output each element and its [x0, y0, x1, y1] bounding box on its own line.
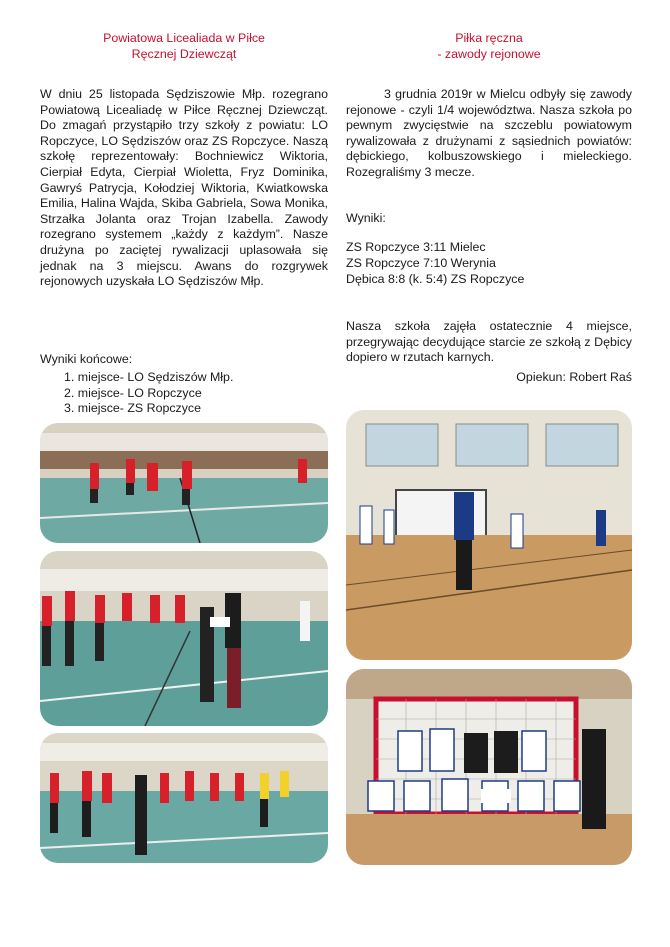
right-title-line2: - zawody rejonowe: [437, 46, 541, 61]
left-result-item: 1. miejsce- LO Sędziszów Młp.: [64, 370, 234, 384]
right-title: [346, 31, 632, 62]
photo-team-group: [346, 669, 632, 865]
photo-handball-match: [346, 410, 632, 660]
right-summary-text: Nasza szkoła zajęła ostatecznie 4 miejsce, przegrywając decydujące starcie ze szkołą z Dębicy dopiero w rzutach karnych.: [346, 319, 632, 365]
photo-award-ceremony: [40, 551, 328, 726]
left-article-text: W dniu 25 listopada Sędziszowie Młp. rozegrano Powiatową Licealiadę w Piłce Ręcznej Dziewcząt. Do zmagań przystąpiło trzy szkoły z powiatu: LO Ropczyce, LO Sędziszów oraz ZS Ropczyce. Naszą szkołę reprezentowały: Bochniewicz Wiktoria, Cierpiał Edyta, Cierpiał Wioletta, Fryz Dominika, Gawryś Patrycja, Kołodziej Wiktoria, Kwiatkowska Emilia, Halina Wajda, Skiba Gabriela, Sowa Monika, Strzałka Jolanta oraz Trojan Izabella. Zawody rozegrano systemem „każdy z każdym”. Nasze drużyna po zaciętej rywalizacji uplasowała się jednak na 3 miejscu. Awans do rozgrywek rejonowych uzyskała LO Sędziszów Młp.: [40, 87, 328, 289]
left-title-line2: Ręcznej Dziewcząt: [131, 46, 237, 61]
left-results-label: Wyniki końcowe:: [40, 352, 133, 366]
right-article-text: 3 grudnia 2019r w Mielcu odbyły się zawody rejonowe - czyli 1/4 województwa. Nasza szkoła po pewnym zwycięstwie na szczeblu powiatowym rywalizowała z drużynami z sąsiednich powiatów: dębickiego, kolbuszowskiego i mieleckiego. Rozegraliśmy 3 mecze.: [346, 87, 632, 179]
left-result-item: 3. miejsce- ZS Ropczyce: [64, 401, 202, 416]
right-title-line1: Piłka ręczna: [455, 31, 523, 45]
left-result-item: 2. miejsce- LO Ropczyce: [64, 385, 202, 400]
right-result-item: Dębica 8:8 (k. 5:4) ZS Ropczyce: [346, 272, 525, 286]
photo-team-lineup: [40, 733, 328, 863]
right-result-item: ZS Ropczyce 7:10 Werynia: [346, 256, 496, 270]
right-result-item: ZS Ropczyce 3:11 Mielec: [346, 240, 486, 254]
right-results-label: Wyniki:: [346, 211, 386, 225]
left-title-line1: Powiatowa Licealiada w Piłce: [103, 31, 265, 45]
coach-credit: Opiekun: Robert Raś: [516, 370, 632, 384]
left-title: [40, 31, 328, 62]
photo-girls-match: [40, 423, 328, 543]
left-results-list: [64, 370, 233, 417]
